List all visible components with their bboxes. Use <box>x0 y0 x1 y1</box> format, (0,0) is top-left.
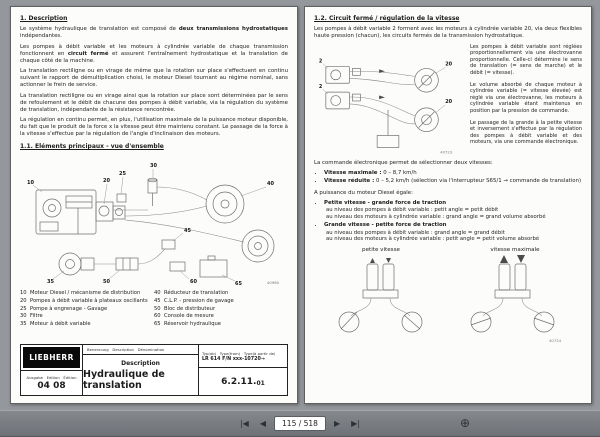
speed-item-max <box>324 170 582 177</box>
section-number-suffix: 01 <box>256 380 265 387</box>
traction-line-2b: au niveau des moteurs à cylindrée variable : petit angle = petit volume absorbé <box>326 236 540 243</box>
power-title: A puissance du moteur Diesel égale: <box>314 189 413 196</box>
callout-pump-1: 2 <box>318 58 323 65</box>
doc-type: Description <box>121 359 160 367</box>
pdf-page-right <box>304 6 592 404</box>
legend-text: Bloc de distributeur <box>164 305 216 312</box>
callout-pump-2: 2 <box>318 83 323 90</box>
type-labels: Typ(ab) Type(from) Type(à partir de) <box>202 350 276 356</box>
footer-col-type <box>199 345 287 395</box>
paragraph-2-bold: circuit fermé <box>67 50 109 57</box>
pdf-page-left <box>10 6 298 404</box>
speed-max-label: Vitesse maximale : <box>324 170 382 177</box>
legend-text: Réservoir hydraulique <box>164 320 221 327</box>
legend-item <box>20 306 154 313</box>
traction-list <box>324 200 582 243</box>
bottom-toolbar <box>0 410 600 437</box>
figure-code-bottom: 40724 <box>549 338 562 344</box>
legend-text: Console de mesure <box>164 313 214 320</box>
legend-num: 35 <box>20 320 27 327</box>
circuit-diagram-row <box>314 44 582 156</box>
legend-column-right <box>154 290 288 328</box>
label-small-speed: petite vitesse <box>362 247 400 254</box>
legend <box>20 290 288 328</box>
max-speed-diagram <box>455 254 573 344</box>
footer-col-logo <box>21 345 83 395</box>
paragraph-1 <box>20 26 288 40</box>
legend-num: 10 <box>20 290 27 297</box>
traction-line-1b: au niveau des moteurs à cylindrée variable : grand angle = grand volume absorbé <box>326 214 546 221</box>
paragraph-3: La translation rectiligne ou en virage de même que la rotation sur place s'effectuent en continu suivant le rapport de démultiplication choisi, le moteur Diesel tournant au régime nominal, sans actionner le frein de service. <box>20 68 288 89</box>
speed-max-value: 0 – 8,7 km/h <box>383 170 417 177</box>
legend-num: 30 <box>20 313 27 320</box>
legend-text: Pompes à débit variable à plateaux oscillants <box>30 297 148 304</box>
section-heading-circuit: 1.2. Circuit fermé / régulation de la vitesse <box>314 15 460 22</box>
legend-item <box>154 306 288 313</box>
note-motors: Le volume absorbé de chaque moteur à cylindrée variable (= vitesse élevée) est réglé via une électrovanne, les moteurs à cylindrée variable étant maintenus en position par la pression de commande. <box>470 81 582 115</box>
intro-paragraph: Les pompes à débit variable 2 forment avec les moteurs à cylindrée variable 20, via deux flexibles haute pression (chacun), les circuits fermés de la transmission hydrostatique. <box>314 26 582 40</box>
type-cell <box>199 345 287 368</box>
legend-text: Moteur à débit variable <box>30 320 91 327</box>
traction-item-small-speed <box>324 200 582 221</box>
designation-labels-row <box>83 345 198 355</box>
speed-item-reduced <box>324 178 582 185</box>
legend-num: 20 <box>20 297 27 304</box>
callout-65: 65 <box>235 281 242 287</box>
callout-60: 60 <box>190 279 197 286</box>
command-intro: La commande électronique permet de sélectionner deux vitesses: <box>314 159 493 166</box>
legend-item <box>154 321 288 328</box>
legend-text: Pompe à engrenage - Gavage <box>30 305 108 312</box>
paragraph-5: La régulation en continu permet, en plus, l'utilisation maximale de la puissance moteur disponible, du fait que le produit de la force x la vitesse peut être maintenu constant. Le passage de la force à la vitesse s'effectue par la régulation de l'angle d'inclinaison des moteurs. <box>20 117 288 138</box>
doc-titles <box>83 355 198 395</box>
callout-motor-2: 20 <box>445 98 453 105</box>
previous-page-button[interactable]: ◀ <box>259 418 266 428</box>
zoom-in-icon[interactable]: ⊕ <box>459 416 470 430</box>
paragraph-2 <box>20 44 288 65</box>
edition-cell <box>21 370 82 395</box>
speed-diagram-labels <box>314 247 582 253</box>
legend-num: 40 <box>154 290 161 297</box>
speed-reduced-value: 0 – 5,2 km/h (sélection via l'interrupteur S65/1 → commande de translation) <box>375 178 582 185</box>
small-speed-diagram <box>323 254 441 344</box>
callout-35: 35 <box>47 279 54 286</box>
callout-20: 20 <box>103 178 110 185</box>
legend-item <box>20 290 154 297</box>
callout-30: 30 <box>150 163 157 170</box>
designation-labels: Benennung Description Dénomination <box>87 347 165 352</box>
legend-item <box>20 313 154 320</box>
legend-item <box>154 290 288 297</box>
legend-text: Réducteur de translation <box>164 290 229 297</box>
closed-circuit-diagram <box>314 44 462 156</box>
edition-value: 04 08 <box>37 381 66 391</box>
next-page-button[interactable]: ▶ <box>334 418 341 428</box>
side-notes <box>470 44 582 156</box>
paragraph-1-bold: deux transmissions hydrostatiques <box>178 26 288 32</box>
speed-diagrams <box>314 254 582 344</box>
paragraph-2-text: Les pompes à débit variable et les moteurs à cylindrée variable de chaque transmission fonctionnent en <box>20 43 288 57</box>
legend-num: 50 <box>154 305 161 312</box>
first-page-button[interactable]: |◀ <box>239 418 249 428</box>
section-heading-description: 1. Description <box>20 15 68 22</box>
legend-item <box>20 298 154 305</box>
figure-code-top: 40723 <box>440 149 453 154</box>
callout-50: 50 <box>103 279 110 286</box>
note-switching: Le passage de la grande à la petite vitesse et inversement s'effectue par la régulation des pompes à débit variable et des moteurs, via une commande électronique. <box>470 119 582 146</box>
legend-text: C.L.P. - pression de gavage <box>164 297 234 304</box>
legend-text: Moteur Diesel / mécanisme de distribution <box>30 290 141 297</box>
section-heading-elements: 1.1. Eléments principaux - vue d'ensemble <box>20 143 164 151</box>
legend-num: 60 <box>154 313 161 320</box>
legend-num: 45 <box>154 297 161 304</box>
legend-item <box>20 321 154 328</box>
paragraph-1-text: Le système hydraulique de translation est composé de <box>20 26 179 32</box>
callout-25: 25 <box>119 171 126 178</box>
model-number: LR 614 F/N xxx-10720→ <box>202 356 265 362</box>
note-pumps: Les pompes à débit variable sont réglées proportionnellement via une électrovanne proportionnelle. Celle-ci détermine le sens de translation (= sens de marche) et le débit (= vitesse). <box>470 43 582 76</box>
traction-title-1: • Petite vitesse - grande force de traction <box>324 200 447 207</box>
callout-motor-1: 20 <box>445 60 453 67</box>
legend-num: 65 <box>154 320 161 327</box>
speed-list <box>324 170 582 186</box>
legend-num: 25 <box>20 305 27 312</box>
footer-col-title <box>83 345 199 395</box>
label-max-speed: vitesse maximale <box>490 247 540 254</box>
paragraph-4: La translation rectiligne ou en virage ainsi que la rotation sur place sont déterminées par le sens de refoulement et le débit de chacune des pompes à débit variable, via la régulation du système de translation, indépendante de la résistance rencontrée. <box>20 92 288 113</box>
callout-45: 45 <box>184 228 191 235</box>
liebherr-logo: LIEBHERR <box>23 347 80 368</box>
doc-title: Hydraulique de translation <box>83 368 165 391</box>
callout-40: 40 <box>267 181 274 188</box>
overview-diagram <box>20 154 290 286</box>
legend-column-left <box>20 290 154 328</box>
speed-reduced-label: Vitesse réduite : <box>324 178 375 185</box>
traction-title-2: • Grande vitesse - petite force de traction <box>324 222 447 229</box>
traction-line-1a: au niveau des pompes à débit variable : petit angle = petit débit <box>326 207 499 214</box>
legend-text: Filtre <box>30 313 43 320</box>
callout-10: 10 <box>27 180 34 187</box>
legend-item <box>154 298 288 305</box>
footer-table <box>20 344 288 396</box>
paragraph-1-tail: indépendantes. <box>20 33 62 40</box>
last-page-button[interactable]: ▶| <box>351 418 361 428</box>
section-number-cell <box>199 368 287 395</box>
page-number-indicator[interactable]: 115 / 518 <box>274 416 326 431</box>
figure-code: 40960 <box>267 280 280 286</box>
legend-item <box>154 313 288 320</box>
edition-labels: Ausgabe Edition Édition <box>26 375 77 380</box>
traction-item-high-speed <box>324 222 582 243</box>
traction-line-2a: au niveau des pompes à débit variable : grand angle = grand débit <box>326 229 505 236</box>
section-number: 6.2.11. <box>221 376 257 387</box>
paragraph-2-tail: et assurent l'entraînement hydrostatique et la translation de chaque côté de la machine. <box>20 50 288 64</box>
